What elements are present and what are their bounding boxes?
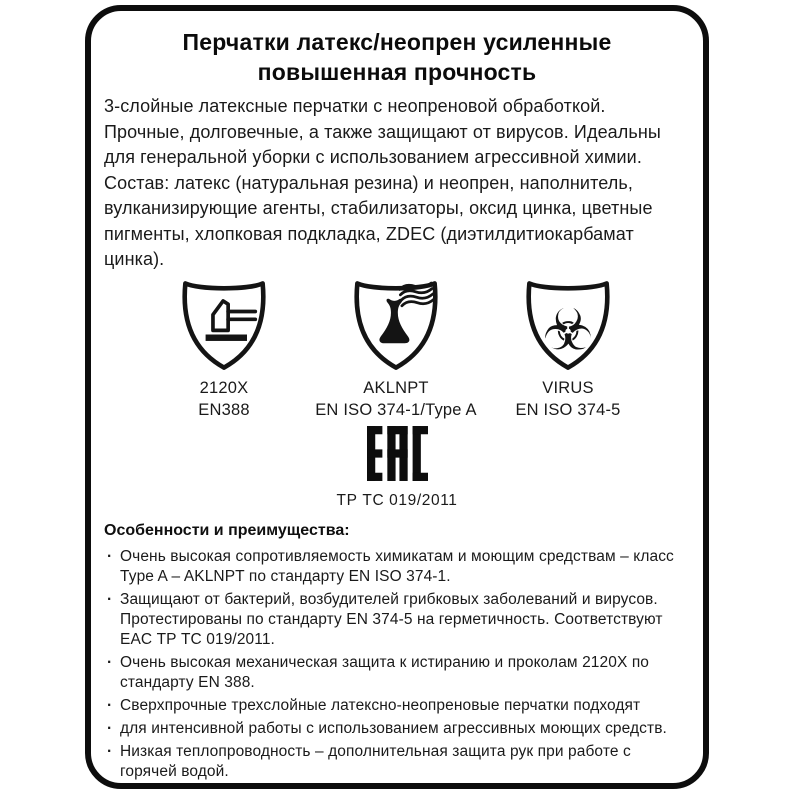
features-list <box>102 547 692 782</box>
product-card <box>85 5 709 789</box>
eac-regulation: ТР ТС 019/2011 <box>336 491 458 509</box>
feature-item: · Очень высокая механическая защита к истиранию и проколам 2120X по стандарту EN 388. <box>104 653 688 693</box>
certification-standard: EN ISO 374-5 <box>515 400 621 419</box>
feature-item: · для интенсивной работы с использованием агрессивных моющих средств. <box>104 719 688 739</box>
en388-abrasion-shield-icon <box>178 273 270 373</box>
chemical-flask-shield-icon <box>350 273 442 373</box>
eac-logo <box>367 426 428 481</box>
certification-caption <box>515 377 620 421</box>
certification-caption <box>315 377 477 421</box>
certification-row <box>102 273 692 421</box>
title-line-2: повышенная прочность <box>257 59 537 85</box>
feature-item: · Низкая теплопроводность – дополнительная защита рук при работе с горячей водой. <box>104 742 688 782</box>
biohazard-shield-icon <box>522 273 614 373</box>
certification-caption <box>198 377 249 421</box>
feature-item: · Защищают от бактерий, возбудителей грибковых заболеваний и вирусов. Протестированы по стандарту EN 374-5 на герметичность. Соответствуют EAC ТР ТС 019/2011. <box>104 590 688 650</box>
certification-code: AKLNPT <box>363 378 429 397</box>
feature-item: · Сверхпрочные трехслойные латексно-неопреновые перчатки подходят <box>104 696 688 716</box>
certification-en388 <box>138 273 310 421</box>
certification-code: 2120X <box>199 378 249 397</box>
certification-en-iso-374-1 <box>310 273 482 421</box>
certification-standard: EN ISO 374-1/Type A <box>315 400 477 419</box>
certification-code: VIRUS <box>542 378 594 397</box>
certification-en-iso-374-5 <box>482 273 654 421</box>
page-title <box>102 27 692 87</box>
eac-section <box>102 426 692 511</box>
title-line-1: Перчатки латекс/неопрен усиленные <box>182 29 612 55</box>
feature-item: · Очень высокая сопротивляемость химикатам и моющим средствам – класс Type A – AKLNPT по стандарту EN ISO 374-1. <box>104 547 688 587</box>
biohazard-glyph: ☣ <box>542 297 594 364</box>
product-description: 3-слойные латексные перчатки с неопреновой обработкой. Прочные, долговечные, а также защищают от вирусов. Идеальны для генеральной уборки с использованием агрессивной химии. Состав: латекс (натуральная резина) и неопрен, наполнитель, вулканизирующие агенты, стабилизаторы, оксид цинка, цветные пигменты, хлопковая подкладка, ZDEC (диэтилдитиокарбамат цинка). <box>104 96 661 269</box>
features-heading: Особенности и преимущества: <box>104 521 350 539</box>
certification-standard: EN388 <box>198 400 250 419</box>
